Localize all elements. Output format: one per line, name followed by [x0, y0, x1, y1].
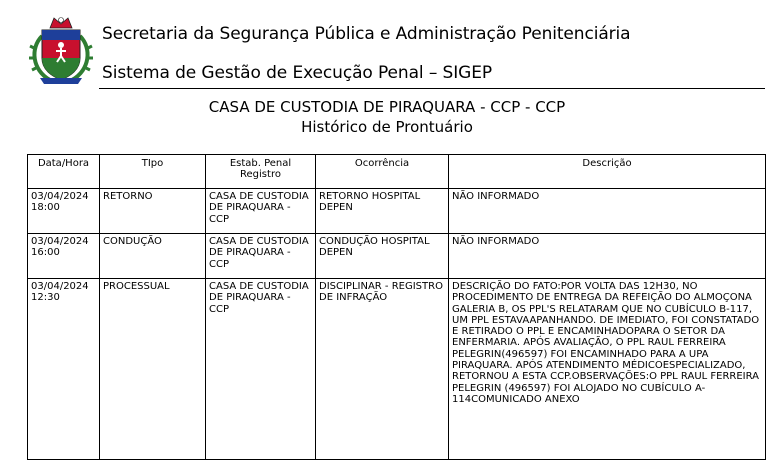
- cell-tipo: RETORNO: [100, 189, 206, 234]
- table-row: [28, 189, 766, 234]
- report-title: Histórico de Prontuário: [301, 118, 473, 136]
- column-header-ocorrencia: Ocorrência: [316, 155, 449, 189]
- header-divider: [99, 88, 765, 89]
- cell-ocorrencia: RETORNO HOSPITAL DEPEN: [316, 189, 449, 234]
- column-header-descricao: Descrição: [449, 155, 766, 189]
- cell-data-hora: 03/04/2024 16:00: [28, 234, 100, 279]
- unit-title: CASA DE CUSTODIA DE PIRAQUARA - CCP - CCP: [208, 98, 566, 116]
- organization-name: Secretaria da Segurança Pública e Administração Penitenciária: [102, 24, 631, 44]
- cell-tipo: CONDUÇÃO: [100, 234, 206, 279]
- column-header-data-hora: Data/Hora: [28, 155, 100, 189]
- table-row: [28, 234, 766, 279]
- cell-ocorrencia: CONDUÇÃO HOSPITAL DEPEN: [316, 234, 449, 279]
- system-name: Sistema de Gestão de Execução Penal – SIGEP: [102, 63, 492, 83]
- history-table: [27, 154, 766, 460]
- cell-data-hora: 03/04/2024 18:00: [28, 189, 100, 234]
- parana-coat-of-arms-logo: [28, 14, 94, 86]
- table-row: [28, 279, 766, 460]
- column-header-tipo: TIpo: [100, 155, 206, 189]
- column-header-estab: Estab. Penal Registro: [206, 155, 316, 189]
- cell-estab: CASA DE CUSTODIA DE PIRAQUARA - CCP: [206, 234, 316, 279]
- cell-ocorrencia: DISCIPLINAR - REGISTRO DE INFRAÇÃO: [316, 279, 449, 460]
- cell-descricao: DESCRIÇÃO DO FATO:POR VOLTA DAS 12H30, NO PROCEDIMENTO DE ENTREGA DA REFEIÇÃO DO ALMOÇONA GALERIA B, OS PPL'S RELATARAM QUE NO CUBÍCULO B-117, UM PPL ESTAVAAPANHANDO. DE IMEDIATO, FOI CONSTATADO E RETIRADO O PPL E ENCAMINHADOPARA O SETOR DA ENFERMARIA. APÓS AVALIAÇÃO, O PPL RAUL FERREIRA PELEGRIN(496597) FOI ENCAMINHADO PARA A UPA PIRAQUARA. APÓS ATENDIMENTO MÉDICOESPECIALIZADO, RETORNOU A ESTA CCP.OBSERVAÇÕES:O PPL RAUL FERREIRA PELEGRIN (496597) FOI ALOJADO NO CUBÍCULO A-114COMUNICADO ANEXO: [449, 279, 766, 460]
- cell-tipo: PROCESSUAL: [100, 279, 206, 460]
- cell-data-hora: 03/04/2024 12:30: [28, 279, 100, 460]
- cell-descricao: NÃO INFORMADO: [449, 189, 766, 234]
- table-header-row: [28, 155, 766, 189]
- cell-descricao: NÃO INFORMADO: [449, 234, 766, 279]
- cell-estab: CASA DE CUSTODIA DE PIRAQUARA - CCP: [206, 279, 316, 460]
- cell-estab: CASA DE CUSTODIA DE PIRAQUARA - CCP: [206, 189, 316, 234]
